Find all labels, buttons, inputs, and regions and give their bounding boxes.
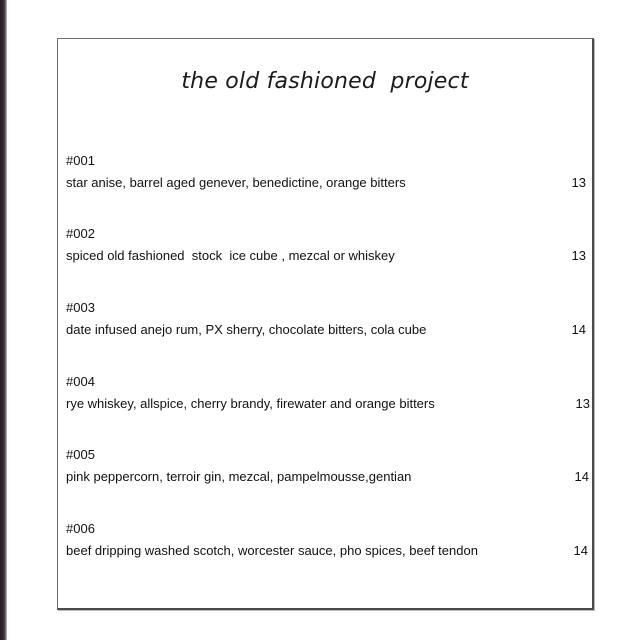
menu-item-004 xyxy=(66,371,590,415)
menu-title: the old fashioned project xyxy=(181,69,469,94)
item-description: star anise, barrel aged genever, benedictine, orange bitters xyxy=(66,175,406,190)
menu-item-002 xyxy=(66,223,586,267)
item-number: #006 xyxy=(66,521,95,536)
menu-item-006 xyxy=(66,518,586,562)
item-description: rye whiskey, allspice, cherry brandy, firewater and orange bitters xyxy=(66,396,435,411)
item-number: #002 xyxy=(66,226,95,241)
item-price: 14 xyxy=(571,322,586,337)
item-description: spiced old fashioned stock ice cube , mezcal or whiskey xyxy=(66,248,395,263)
item-description: pink peppercorn, terroir gin, mezcal, pampelmousse,gentian xyxy=(66,469,412,484)
menu-item-001 xyxy=(66,150,586,194)
item-price: 13 xyxy=(575,396,590,411)
item-price: 14 xyxy=(574,469,589,484)
menu-item-003 xyxy=(66,297,586,341)
item-number: #001 xyxy=(66,153,95,168)
item-price: 13 xyxy=(571,248,586,263)
item-number: #005 xyxy=(66,447,95,462)
item-price: 13 xyxy=(571,175,586,190)
item-description: beef dripping washed scotch, worcester sauce, pho spices, beef tendon xyxy=(66,543,478,558)
left-edge-shadow xyxy=(0,0,7,640)
item-price: 14 xyxy=(573,543,588,558)
menu-card xyxy=(57,38,594,610)
item-number: #004 xyxy=(66,374,95,389)
item-number: #003 xyxy=(66,300,95,315)
item-description: date infused anejo rum, PX sherry, chocolate bitters, cola cube xyxy=(66,322,427,337)
menu-item-005 xyxy=(66,444,589,488)
